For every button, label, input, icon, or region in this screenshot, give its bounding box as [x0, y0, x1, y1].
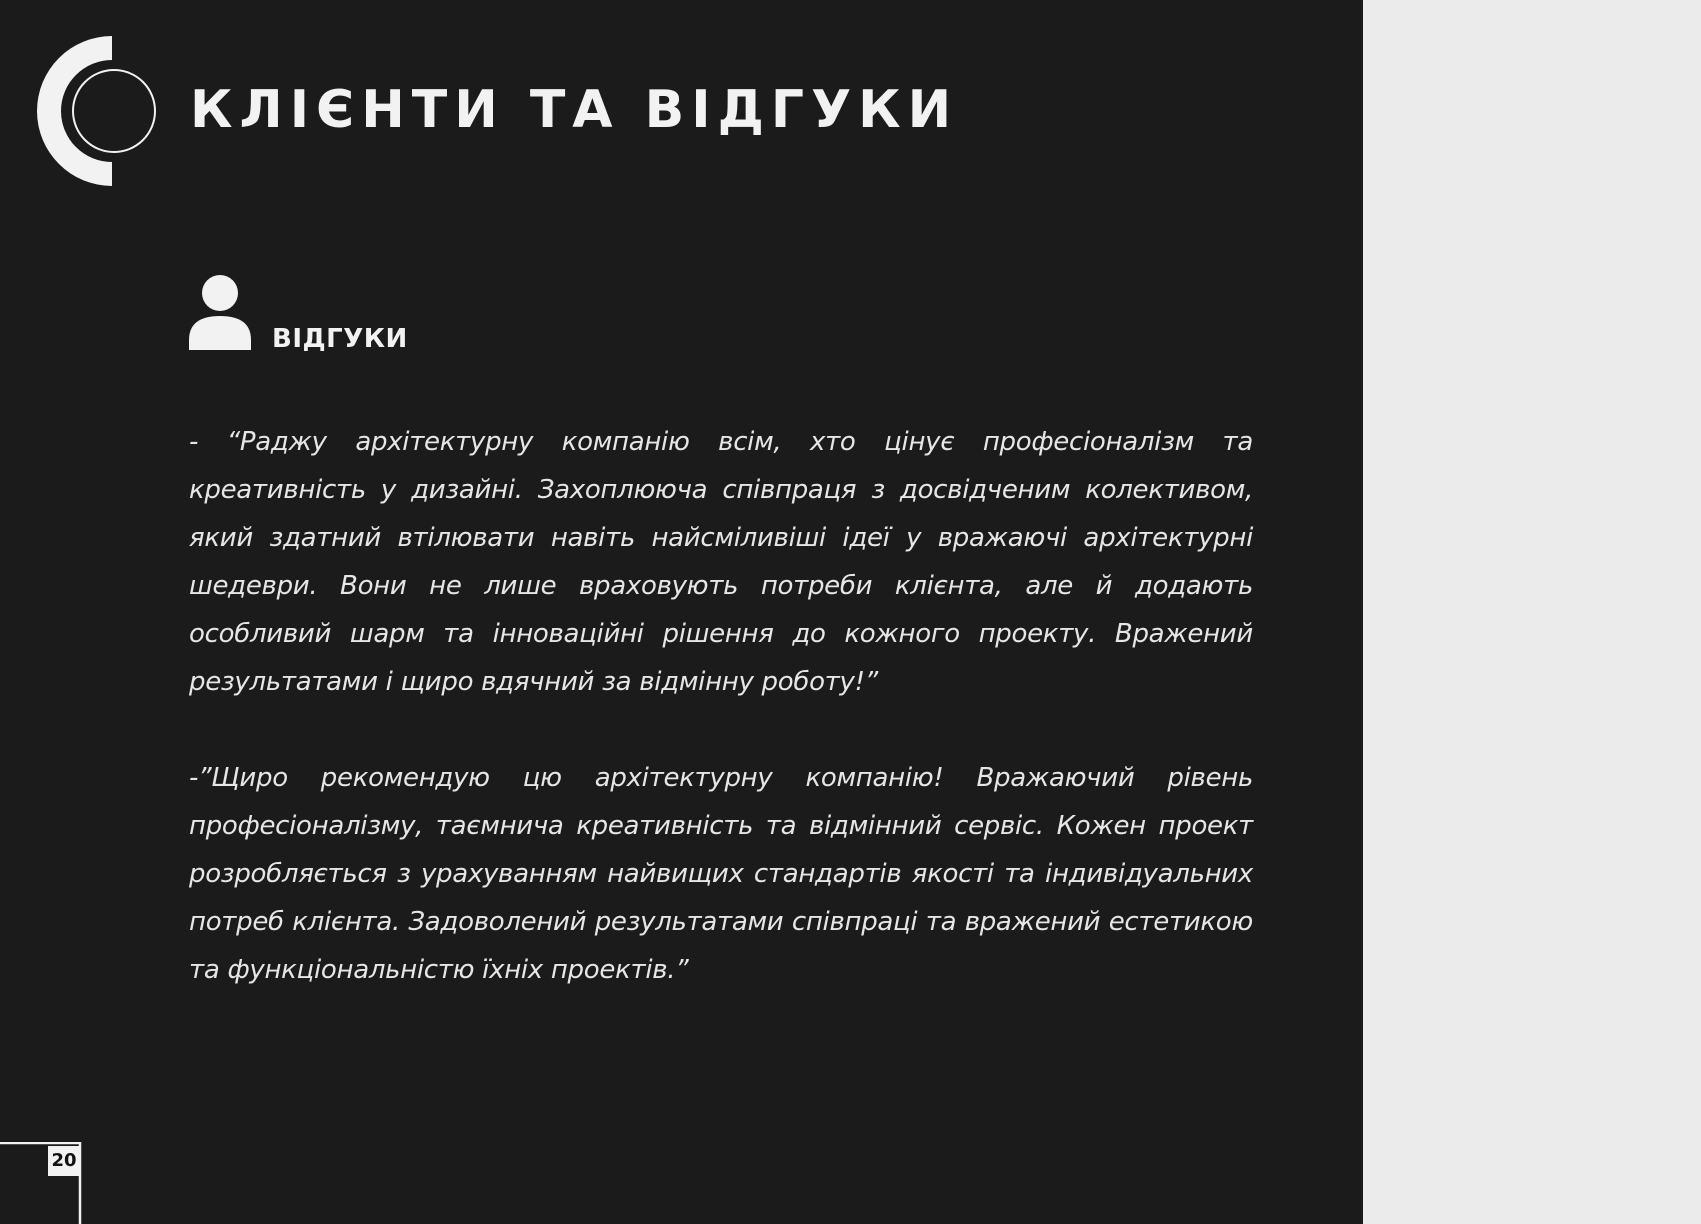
reviews-list [189, 418, 1253, 994]
user-icon [189, 274, 251, 350]
side-panel [1363, 0, 1701, 1224]
page-title: КЛІЄНТИ ТА ВІДГУКИ [190, 80, 959, 140]
review-text: - “Раджу архітектурну компанію всім, хто цінує професіоналізм та креативність у дизайні. Захоплююча співпраця з досвідченим колективом, який здатний втілювати навіть найсміливіші ідеї у вражаючі архітектурні шедеври. Вони не лише враховують потреби клієнта, але й додають особливий шарм та інноваційні рішення до кожного проекту. Вражений результатами і щиро вдячний за відмінну роботу!” [189, 427, 1253, 697]
section-heading: ВІДГУКИ [272, 324, 408, 354]
logo-icon [34, 36, 158, 186]
review-text: -”Щиро рекомендую цю архітектурну компанію! Вражаючий рівень професіоналізму, таємнича креативність та відмінний сервіс. Кожен проект розробляється з урахуванням найвищих стандартів якості та індивідуальних потреб клієнта. Задоволений результатами співпраці та вражений естетикою та функціональністю їхніх проектів.” [189, 763, 1253, 985]
page-number: 20 [48, 1146, 80, 1176]
